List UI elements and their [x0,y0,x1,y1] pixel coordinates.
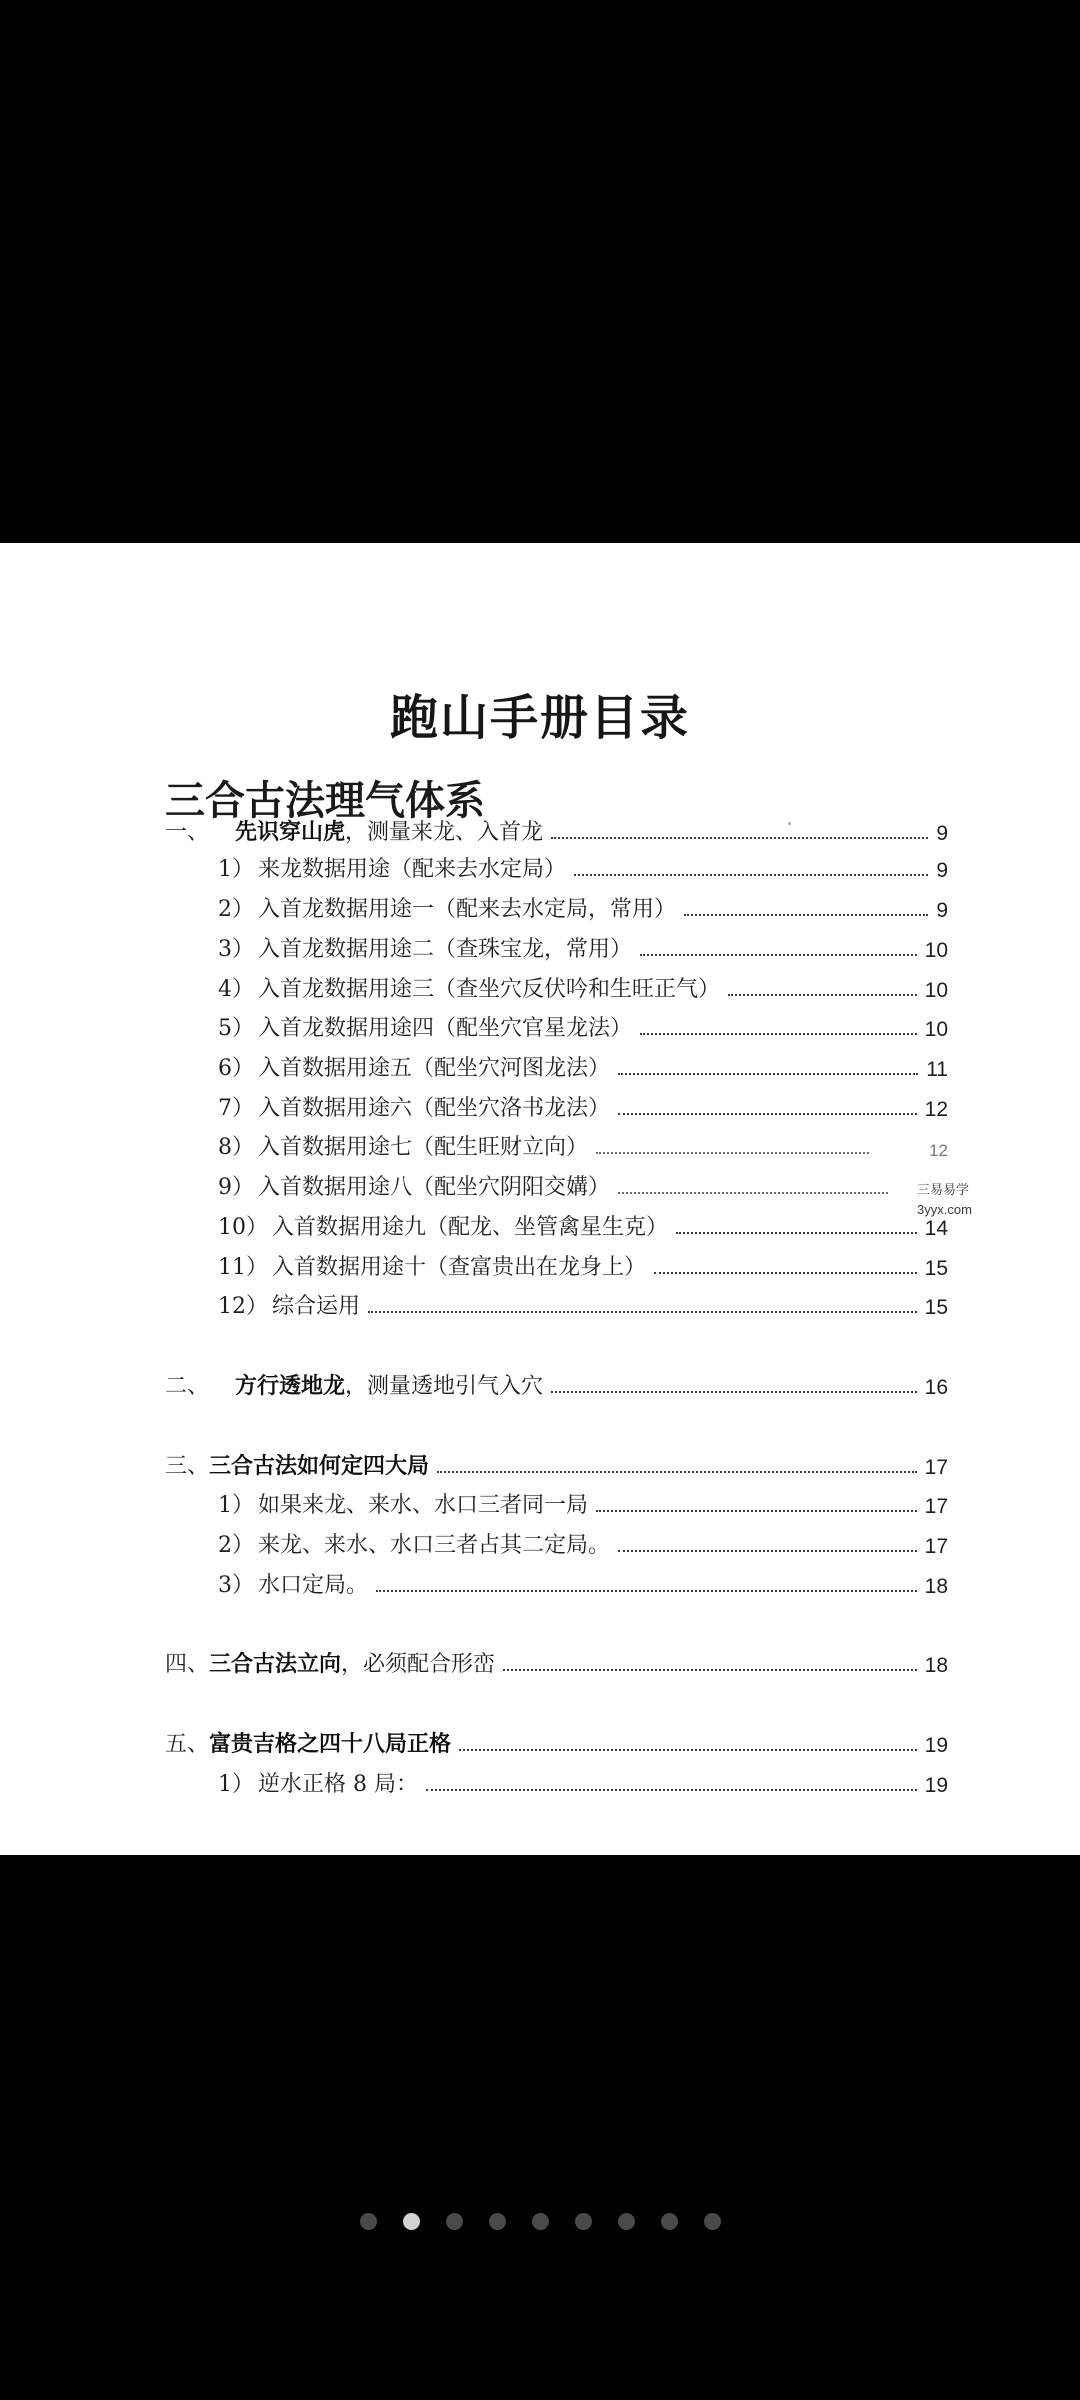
toc-leader-dots [596,1152,869,1154]
toc-chapter-entry [165,812,948,846]
toc-entry-number: 4） [218,977,254,1002]
toc-leader-dots [368,1311,917,1313]
toc-page-number: 9 [936,899,948,922]
toc-entry-number: 3） [218,937,254,962]
toc-entry-number: 7） [218,1096,254,1121]
toc-entry-text: 入首龙数据用途一（配来去水定局，常用） [258,897,677,922]
toc-leader-dots [618,1073,918,1075]
toc-entry-text: 来龙、来水、水口三者占其二定局。 [258,1533,611,1558]
page-dot[interactable] [360,2213,377,2230]
toc-chapter-entry [165,1446,948,1480]
page-dot[interactable] [489,2213,506,2230]
toc-leader-dots [376,1590,917,1592]
toc-page-number: 18 [924,1575,948,1598]
toc-page-number: 16 [924,1376,948,1399]
toc-page-number: 12 [924,1098,948,1121]
toc-entry-number: 二、 [165,1374,210,1399]
toc-leader-dots [676,1232,917,1234]
toc-entry-number: 五、 [165,1732,210,1757]
toc-leader-dots [503,1669,917,1671]
toc-entry-number: 9） [218,1175,254,1200]
document-title: 跑山手册目录 [389,690,690,746]
toc-entry-number: 8） [218,1135,254,1160]
toc-page-number: 9 [936,822,948,845]
toc-entry-text: 水口定局。 [258,1573,369,1598]
toc-entry-text: 综合运用 [272,1294,361,1319]
toc-page-number: 10 [924,1018,948,1041]
toc-entry-text: 入首数据用途十（查富贵出在龙身上） [272,1255,647,1280]
toc-entry-number: 10） [218,1215,268,1240]
toc-sub-entry [218,1207,948,1241]
toc-entry-number: 四、 [165,1652,210,1677]
toc-sub-entry [218,1167,948,1201]
toc-leader-dots [459,1749,917,1751]
toc-page-number: 17 [924,1535,948,1558]
toc-entry-text: ，测量来龙、入首龙 [345,820,544,845]
page-dot[interactable] [618,2213,635,2230]
toc-entry-number: 12） [218,1294,268,1319]
toc-leader-dots [618,1113,917,1115]
toc-page-number: 18 [924,1654,948,1677]
toc-leader-dots [551,1391,917,1393]
toc-entry-text: 入首数据用途九（配龙、坐管禽星生克） [272,1215,669,1240]
toc-leader-dots [437,1471,917,1473]
toc-entry-number: 1） [218,1493,254,1518]
toc-sub-entry [218,1764,948,1798]
toc-entry-text: 入首数据用途八（配坐穴阴阳交媾） [258,1175,611,1200]
toc-entry-text: 入首数据用途六（配坐穴洛书龙法） [258,1096,611,1121]
toc-page-number: 10 [924,979,948,1002]
toc-page-number: 17 [924,1456,948,1479]
toc-leader-dots [640,954,917,956]
toc-entry-number: 5） [218,1016,254,1041]
toc-entry-number: 6） [218,1056,254,1081]
toc-entry-number: 2） [218,897,254,922]
toc-leader-dots [618,1550,917,1552]
page-dot-active[interactable] [403,2213,420,2230]
toc-entry-heading: 富贵吉格之四十八局正格 [209,1731,452,1757]
toc-entry-text: 来龙数据用途（配来去水定局） [258,857,567,882]
page-dot[interactable] [704,2213,721,2230]
toc-entry-text: 入首数据用途五（配坐穴河图龙法） [258,1056,611,1081]
watermark-line-2: 3yyx.com [917,1202,972,1217]
toc-entry-text: 逆水正格 8 局： [258,1772,418,1797]
toc-sub-entry [218,969,948,1003]
toc-leader-dots [640,1033,917,1035]
page-dot[interactable] [446,2213,463,2230]
toc-entry-number: 11） [218,1255,268,1280]
toc-sub-entry [218,849,948,883]
toc-page-number: 19 [924,1774,948,1797]
page-indicator [0,2213,1080,2230]
toc-page-number: 10 [924,939,948,962]
document-page[interactable] [0,543,1080,1855]
page-dot[interactable] [575,2213,592,2230]
section-title: 三合古法理气体系 [165,777,485,824]
toc-sub-entry [218,1286,948,1320]
toc-leader-dots [654,1272,917,1274]
toc-sub-entry [218,889,948,923]
toc-page-number: 9 [936,859,948,882]
toc-page-number: 12 [929,1141,948,1160]
toc-sub-entry [218,1127,948,1161]
watermark-line-1: 三易易学 [917,1182,970,1197]
toc-sub-entry [218,1088,948,1122]
toc-leader-dots [618,1192,888,1194]
toc-entry-text: 入首龙数据用途四（配坐穴官星龙法） [258,1016,633,1041]
toc-entry-number: 3） [218,1573,254,1598]
toc-sub-entry [218,1485,948,1519]
toc-page-number: 15 [924,1296,948,1319]
toc-sub-entry [218,1048,948,1082]
toc-entry-number: 2） [218,1533,254,1558]
toc-entry-heading: 先识穿山虎 [235,819,346,845]
toc-page-number: 11 [926,1058,948,1081]
toc-page-number: 15 [924,1257,948,1280]
toc-entry-text: 入首龙数据用途三（查坐穴反伏吟和生旺正气） [258,977,721,1002]
toc-page-number: 19 [924,1734,948,1757]
toc-chapter-entry [165,1366,948,1400]
toc-entry-text: ，必须配合形峦 [341,1652,496,1677]
toc-chapter-entry [165,1644,948,1678]
toc-leader-dots [426,1789,917,1791]
toc-sub-entry [218,1525,948,1559]
toc-entry-text: 如果来龙、来水、水口三者同一局 [258,1493,589,1518]
toc-leader-dots [728,994,917,996]
toc-entry-number: 1） [218,857,254,882]
toc-chapter-entry [165,1724,948,1758]
page-dot[interactable] [661,2213,678,2230]
toc-entry-heading: 三合古法如何定四大局 [209,1453,430,1479]
toc-entry-heading: 三合古法立向 [209,1651,342,1677]
toc-entry-number: 一、 [165,820,210,845]
toc-entry-text: 入首龙数据用途二（查珠宝龙，常用） [258,937,633,962]
toc-sub-entry [218,1565,948,1599]
toc-leader-dots [684,914,928,916]
toc-sub-entry [218,929,948,963]
toc-entry-text: 入首数据用途七（配生旺财立向） [258,1135,589,1160]
toc-sub-entry [218,1247,948,1281]
toc-leader-dots [551,837,928,839]
toc-leader-dots [574,874,928,876]
toc-entry-heading: 方行透地龙 [235,1373,346,1399]
toc-page-number: 17 [924,1495,948,1518]
toc-page-number: 14 [924,1217,948,1240]
toc-sub-entry [218,1008,948,1042]
page-dot[interactable] [532,2213,549,2230]
toc-entry-number: 三、 [165,1454,210,1479]
toc-entry-text: ，测量透地引气入穴 [345,1374,544,1399]
toc-leader-dots [596,1510,917,1512]
toc-entry-number: 1） [218,1772,254,1797]
